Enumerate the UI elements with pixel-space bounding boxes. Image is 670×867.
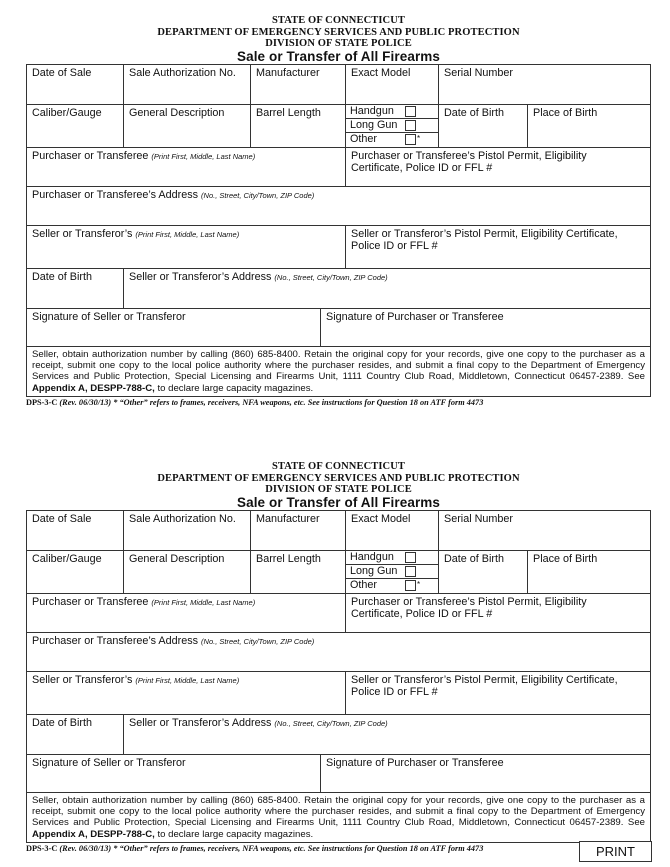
sale-auth-field[interactable]	[124, 65, 251, 104]
general-desc-field[interactable]	[124, 551, 251, 593]
firearm-type-group	[346, 551, 439, 593]
exact-model-label: Exact Model	[351, 66, 411, 79]
firearm-type-group	[346, 105, 439, 147]
form-grid	[26, 64, 651, 397]
serial-number-field[interactable]	[439, 511, 650, 550]
place-of-birth-field[interactable]	[528, 105, 650, 147]
other-checkbox[interactable]	[405, 134, 416, 145]
purchaser-permit-field[interactable]	[346, 594, 650, 632]
other-asterisk: *	[417, 579, 421, 589]
other-checkbox[interactable]	[405, 580, 416, 591]
purchaser-name-hint: (Print First, Middle, Last Name)	[151, 151, 256, 161]
seller-name-label: Seller or Transferor’s	[32, 673, 133, 686]
place-of-birth-field[interactable]	[528, 551, 650, 593]
purchaser-address-field[interactable]	[27, 187, 650, 225]
place-of-birth-label: Place of Birth	[533, 552, 598, 565]
other-asterisk: *	[417, 133, 421, 143]
department-line: DEPARTMENT OF EMERGENCY SERVICES AND PUBLIC PROTECTION	[157, 26, 520, 38]
sale-auth-label: Sale Authorization No.	[129, 66, 236, 79]
form-copy-1	[26, 15, 651, 407]
caliber-label: Caliber/Gauge	[32, 106, 102, 119]
general-desc-label: General Description	[129, 552, 225, 565]
manufacturer-field[interactable]	[251, 65, 346, 104]
footer-note: * “Other” refers to frames, receivers, NFA weapons, etc. See instructions for Question 18 on ATF form 4473	[111, 397, 484, 407]
manufacturer-label: Manufacturer	[256, 512, 320, 525]
form-id: DPS-3-C	[26, 397, 58, 407]
seller-address-field[interactable]	[124, 269, 650, 308]
form-revision: (Rev. 06/30/13)	[59, 843, 112, 853]
seller-name-hint: (Print First, Middle, Last Name)	[135, 229, 240, 239]
form-grid	[26, 510, 651, 843]
purchaser-permit-field[interactable]	[346, 148, 650, 186]
seller-permit-field[interactable]	[346, 672, 650, 714]
caliber-label: Caliber/Gauge	[32, 552, 102, 565]
purchaser-signature-label: Signature of Purchaser or Transferee	[326, 756, 504, 769]
seller-dob-label: Date of Birth	[32, 716, 93, 729]
purchaser-name-field[interactable]	[27, 594, 346, 632]
general-desc-field[interactable]	[124, 105, 251, 147]
seller-address-hint: (No., Street, City/Town, ZIP Code)	[274, 718, 388, 728]
handgun-option[interactable]	[346, 551, 438, 565]
long-gun-label: Long Gun	[350, 564, 398, 577]
seller-dob-label: Date of Birth	[32, 270, 93, 283]
seller-address-field[interactable]	[124, 715, 650, 754]
date-of-sale-field[interactable]	[27, 511, 124, 550]
sale-auth-label: Sale Authorization No.	[129, 512, 236, 525]
long-gun-checkbox[interactable]	[405, 566, 416, 577]
form-footer	[26, 398, 651, 407]
barrel-length-label: Barrel Length	[256, 552, 321, 565]
instructions-tail: to declare large capacity magazines.	[154, 382, 314, 394]
date-of-sale-label: Date of Sale	[32, 512, 92, 525]
handgun-checkbox[interactable]	[405, 106, 416, 117]
barrel-length-field[interactable]	[251, 551, 346, 593]
form-id: DPS-3-C	[26, 843, 58, 853]
purchaser-address-label: Purchaser or Transferee’s Address	[32, 634, 199, 647]
print-button[interactable]: PRINT	[579, 841, 652, 862]
purchaser-dob-label: Date of Birth	[444, 106, 505, 119]
other-option[interactable]	[346, 133, 438, 146]
other-option[interactable]	[346, 579, 438, 592]
general-desc-label: General Description	[129, 106, 225, 119]
long-gun-option[interactable]	[346, 565, 438, 579]
place-of-birth-label: Place of Birth	[533, 106, 598, 119]
exact-model-label: Exact Model	[351, 512, 411, 525]
handgun-label: Handgun	[350, 104, 394, 117]
manufacturer-field[interactable]	[251, 511, 346, 550]
division-line: DIVISION OF STATE POLICE	[265, 38, 412, 49]
manufacturer-label: Manufacturer	[256, 66, 320, 79]
serial-number-label: Serial Number	[444, 512, 514, 525]
purchaser-address-hint: (No., Street, City/Town, ZIP Code)	[201, 636, 315, 646]
purchaser-address-field[interactable]	[27, 633, 650, 671]
other-label: Other	[350, 132, 378, 145]
purchaser-name-label: Purchaser or Transferee	[32, 595, 149, 608]
purchaser-permit-label: Purchaser or Transferee’s Pistol Permit, Eligibility Certificate, Police ID or FFL #	[351, 149, 587, 174]
handgun-label: Handgun	[350, 550, 394, 563]
purchaser-permit-label: Purchaser or Transferee’s Pistol Permit, Eligibility Certificate, Police ID or FFL #	[351, 595, 587, 620]
state-line: STATE OF CONNECTICUT	[271, 15, 406, 26]
purchaser-dob-field[interactable]	[439, 551, 528, 593]
sale-auth-field[interactable]	[124, 511, 251, 550]
purchaser-signature-field[interactable]	[321, 309, 650, 346]
state-line: STATE OF CONNECTICUT	[271, 461, 406, 472]
seller-dob-field[interactable]	[27, 715, 124, 754]
instructions-text: Seller, obtain authorization number by calling (860) 685-8400. Retain the original copy for your records, give one copy to the purchaser as a receipt, submit one copy to the local police authority where the purchaser resides, and submit a final copy to the Department of Emergency Services and Public Protection, Special Licensing and Firearms Unit, 1111 Country Club Road, Middletown, Connecticut 06457-2389. See	[32, 794, 645, 829]
purchaser-dob-field[interactable]	[439, 105, 528, 147]
long-gun-option[interactable]	[346, 119, 438, 133]
other-label: Other	[350, 578, 378, 591]
seller-name-hint: (Print First, Middle, Last Name)	[135, 675, 240, 685]
seller-permit-label: Seller or Transferor’s Pistol Permit, Eligibility Certificate, Police ID or FFL #	[351, 673, 618, 698]
seller-permit-label: Seller or Transferor’s Pistol Permit, Eligibility Certificate, Police ID or FFL #	[351, 227, 618, 252]
form-revision: (Rev. 06/30/13)	[59, 397, 112, 407]
purchaser-signature-label: Signature of Purchaser or Transferee	[326, 310, 504, 323]
purchaser-name-label: Purchaser or Transferee	[32, 149, 149, 162]
form-copy-2	[26, 461, 651, 853]
purchaser-address-label: Purchaser or Transferee’s Address	[32, 188, 199, 201]
seller-name-field[interactable]	[27, 672, 346, 714]
barrel-length-field[interactable]	[251, 105, 346, 147]
purchaser-name-hint: (Print First, Middle, Last Name)	[151, 597, 256, 607]
serial-number-field[interactable]	[439, 65, 650, 104]
serial-number-label: Serial Number	[444, 66, 514, 79]
form-title: Sale or Transfer of All Firearms	[236, 48, 441, 64]
handgun-checkbox[interactable]	[405, 552, 416, 563]
form-header	[26, 461, 651, 510]
purchaser-dob-label: Date of Birth	[444, 552, 505, 565]
form-header	[26, 15, 651, 64]
seller-address-label: Seller or Transferor’s Address	[129, 270, 272, 283]
exact-model-field[interactable]	[346, 65, 439, 104]
seller-signature-field[interactable]	[27, 755, 321, 792]
instructions-block	[27, 793, 650, 842]
barrel-length-label: Barrel Length	[256, 106, 321, 119]
purchaser-address-hint: (No., Street, City/Town, ZIP Code)	[201, 190, 315, 200]
exact-model-field[interactable]	[346, 511, 439, 550]
seller-address-hint: (No., Street, City/Town, ZIP Code)	[274, 272, 388, 282]
purchaser-signature-field[interactable]	[321, 755, 650, 792]
purchaser-name-field[interactable]	[27, 148, 346, 186]
department-line: DEPARTMENT OF EMERGENCY SERVICES AND PUBLIC PROTECTION	[157, 472, 520, 484]
seller-name-field[interactable]	[27, 226, 346, 268]
appendix-reference: Appendix A, DESPP-788-C,	[32, 382, 155, 394]
long-gun-label: Long Gun	[350, 118, 398, 131]
instructions-block	[27, 347, 650, 396]
form-footer	[26, 844, 651, 853]
caliber-field[interactable]	[27, 551, 124, 593]
date-of-sale-label: Date of Sale	[32, 66, 92, 79]
caliber-field[interactable]	[27, 105, 124, 147]
appendix-reference: Appendix A, DESPP-788-C,	[32, 828, 155, 840]
form-title: Sale or Transfer of All Firearms	[236, 494, 441, 510]
seller-name-label: Seller or Transferor’s	[32, 227, 133, 240]
seller-dob-field[interactable]	[27, 269, 124, 308]
seller-permit-field[interactable]	[346, 226, 650, 268]
footer-note: * “Other” refers to frames, receivers, NFA weapons, etc. See instructions for Question 18 on ATF form 4473	[111, 843, 484, 853]
seller-address-label: Seller or Transferor’s Address	[129, 716, 272, 729]
handgun-option[interactable]	[346, 105, 438, 119]
instructions-tail: to declare large capacity magazines.	[154, 828, 314, 840]
seller-signature-label: Signature of Seller or Transferor	[32, 756, 186, 769]
division-line: DIVISION OF STATE POLICE	[265, 484, 412, 495]
seller-signature-field[interactable]	[27, 309, 321, 346]
instructions-text: Seller, obtain authorization number by calling (860) 685-8400. Retain the original copy for your records, give one copy to the purchaser as a receipt, submit one copy to the local police authority where the purchaser resides, and submit a final copy to the Department of Emergency Services and Public Protection, Special Licensing and Firearms Unit, 1111 Country Club Road, Middletown, Connecticut 06457-2389. See	[32, 348, 645, 383]
date-of-sale-field[interactable]	[27, 65, 124, 104]
seller-signature-label: Signature of Seller or Transferor	[32, 310, 186, 323]
long-gun-checkbox[interactable]	[405, 120, 416, 131]
